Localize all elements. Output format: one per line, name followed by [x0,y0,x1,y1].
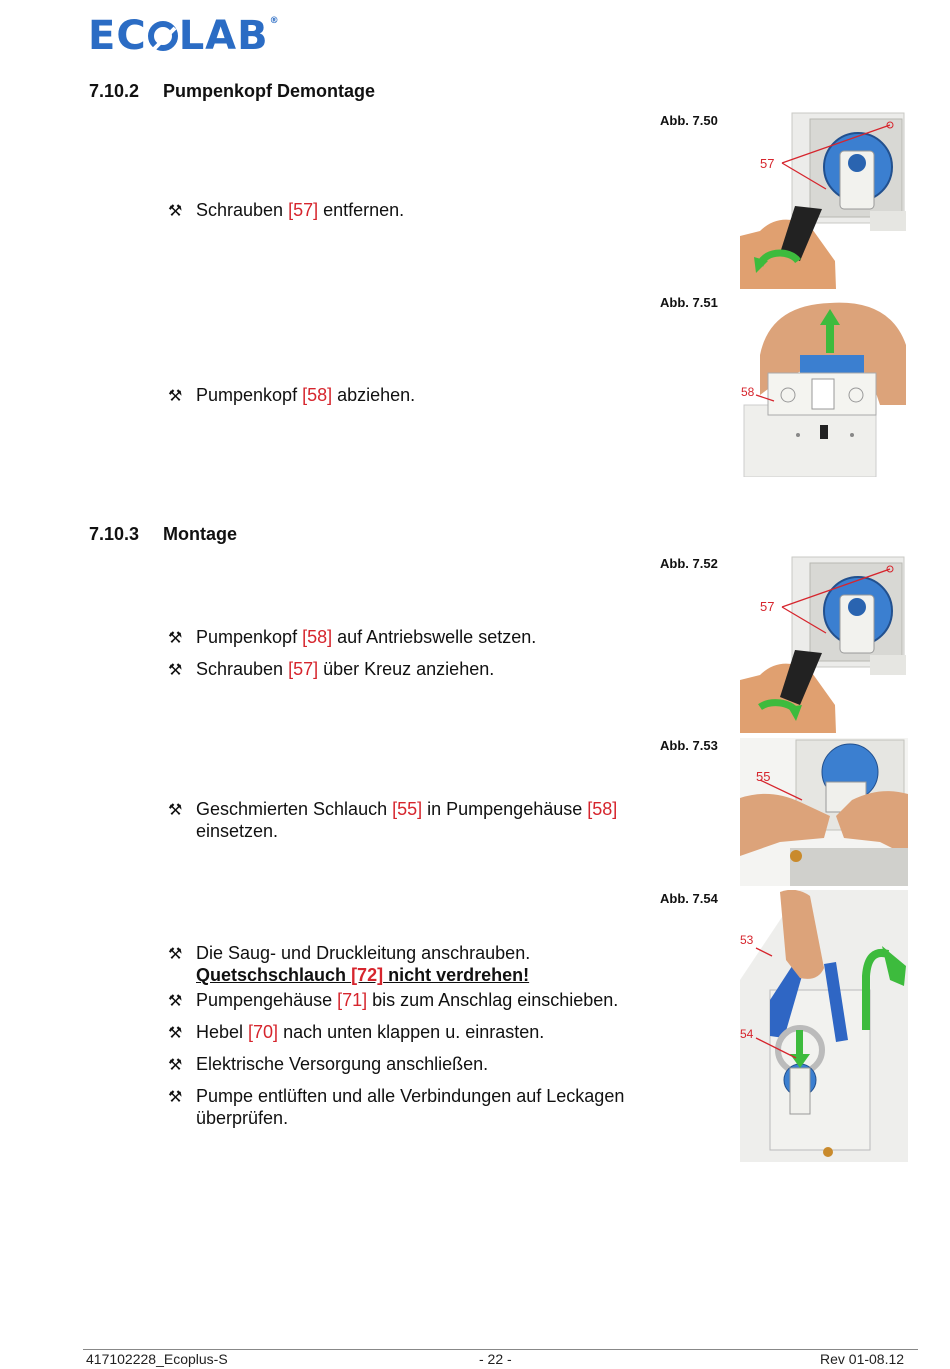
part-reference: [71] [337,990,368,1010]
part-reference: [55] [392,799,423,819]
tools-icon: ⚒ [168,1025,183,1042]
step-pull-pump-head: ⚒ Pumpenkopf [58] abziehen. [168,384,415,408]
ecolab-logo [88,14,288,58]
step-tighten-screws: ⚒ Schrauben [57] über Kreuz anziehen. [168,658,494,682]
figure-label: Abb. 7.54 [660,891,718,906]
part-reference: [58] [587,799,618,819]
logo-ec: EC [88,13,147,59]
step-insert-hose: ⚒ Geschmierten Schlauch [55] in Pumpengehäuse [58] einsetzen. [168,799,618,841]
callout-58: 58 [741,385,755,399]
figure-7-50-photo [740,111,908,289]
figure-label: Abb. 7.52 [660,556,718,571]
section-title: Pumpenkopf Demontage [163,81,376,101]
tools-icon: ⚒ [168,1057,183,1074]
logo-lab: LAB [178,13,269,59]
tools-icon: ⚒ [168,802,183,819]
section-title: Montage [163,524,237,544]
part-reference: [57] [288,659,319,679]
footer-divider [83,1349,918,1350]
tools-icon: ⚒ [168,388,183,405]
figure-label: Abb. 7.53 [660,738,718,753]
figure-label: Abb. 7.51 [660,295,718,310]
tools-icon: ⚒ [168,630,183,647]
figure-label: Abb. 7.50 [660,113,718,128]
figure-7-52-photo [740,555,908,733]
part-reference: [58] [302,627,333,647]
part-reference: [58] [302,385,333,405]
callout-55: 55 [756,769,771,784]
step-insert-housing: ⚒ Pumpengehäuse [71] bis zum Anschlag einschieben. [168,989,618,1013]
step-screw-lines: ⚒ Die Saug- und Druckleitung anschrauben. Quetschschlauch [72] nicht verdrehen! [168,943,531,985]
figure-7-53-photo [740,738,908,886]
part-reference: [70] [248,1022,279,1042]
footer-page-number: - 22 - [479,1351,512,1367]
callout-53: 53 [740,933,754,947]
step-remove-screws: ⚒ Schrauben [57] entfernen. [168,199,404,223]
tools-icon: ⚒ [168,662,183,679]
registered-mark: ® [269,16,280,26]
tools-icon: ⚒ [168,203,183,220]
figure-7-54-photo [740,890,908,1162]
section-number: 7.10.2 [89,81,140,101]
step-connect-power: ⚒ Elektrische Versorgung anschließen. [168,1053,488,1077]
step-vent-and-check: ⚒ Pumpe entlüften und alle Verbindungen auf Leckagen überprüfen. [168,1086,625,1128]
tools-icon: ⚒ [168,1089,183,1106]
footer-doc-id: 417102228_Ecoplus-S [86,1351,228,1367]
step-mount-pump-head: ⚒ Pumpenkopf [58] auf Antriebswelle setzen. [168,626,536,650]
logo-o-ring [148,21,178,51]
callout-57: 57 [760,156,775,171]
tools-icon: ⚒ [168,993,183,1010]
step-lever-down: ⚒ Hebel [70] nach unten klappen u. einrasten. [168,1021,544,1045]
callout-57: 57 [760,599,775,614]
warning-text: Quetschschlauch [72] nicht verdrehen! [196,965,530,985]
section-number: 7.10.3 [89,524,140,544]
callout-54: 54 [740,1027,754,1041]
footer-revision: Rev 01-08.12 [820,1351,905,1367]
part-reference: [57] [288,200,319,220]
figure-7-51-photo [740,295,908,477]
part-reference: [72] [351,965,384,985]
tools-icon: ⚒ [168,946,183,963]
